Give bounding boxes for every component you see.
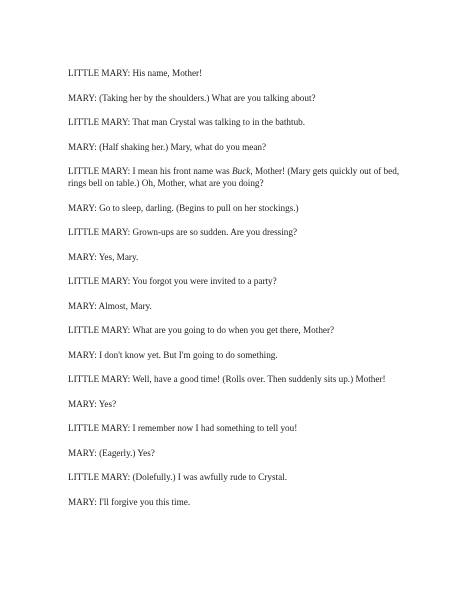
- dialogue-line: LITTLE MARY: Well, have a good time! (Rolls over. Then suddenly sits up.) Mother!: [68, 374, 386, 384]
- dialogue-line: LITTLE MARY: I remember now I had something to tell you!: [68, 423, 298, 433]
- dialogue-line: MARY: Go to sleep, darling. (Begins to pull on her stockings.): [68, 202, 299, 213]
- dialogue-line: LITTLE MARY: Grown-ups are so sudden. Are you dressing?: [68, 227, 298, 237]
- dialogue-line: LITTLE MARY: (Dolefully.) I was awfully rude to Crystal.: [68, 472, 288, 482]
- dialogue-line: MARY: (Half shaking her.) Mary, what do you mean?: [68, 141, 267, 152]
- dialogue-line: MARY: (Taking her by the shoulders.) What are you talking about?: [68, 92, 316, 103]
- dialogue-text: , Mother! (Mary gets quickly out of bed, rings bell on table.) Oh, Mother, what are you doing?: [68, 166, 400, 188]
- dialogue-line: MARY: Yes?: [68, 398, 117, 409]
- dialogue-line: MARY: (Eagerly.) Yes?: [68, 447, 155, 458]
- dialogue-text: LITTLE MARY: I mean his front name was: [68, 166, 232, 176]
- dialogue-line: MARY: I'll forgive you this time.: [68, 496, 191, 507]
- dialogue-line: MARY: Yes, Mary.: [68, 251, 139, 262]
- dialogue-line: LITTLE MARY: His name, Mother!: [68, 68, 203, 78]
- dialogue-line: [68, 165, 408, 189]
- dialogue-line: LITTLE MARY: That man Crystal was talking to in the bathtub.: [68, 117, 306, 127]
- dialogue-line: MARY: Almost, Mary.: [68, 300, 152, 311]
- dialogue-line: LITTLE MARY: You forgot you were invited to a party?: [68, 276, 277, 286]
- dialogue-italic: Buck: [231, 166, 251, 176]
- dialogue-line: LITTLE MARY: What are you going to do when you get there, Mother?: [68, 325, 335, 335]
- script-dialogue: [68, 67, 408, 520]
- dialogue-line: MARY: I don't know yet. But I'm going to do something.: [68, 349, 278, 360]
